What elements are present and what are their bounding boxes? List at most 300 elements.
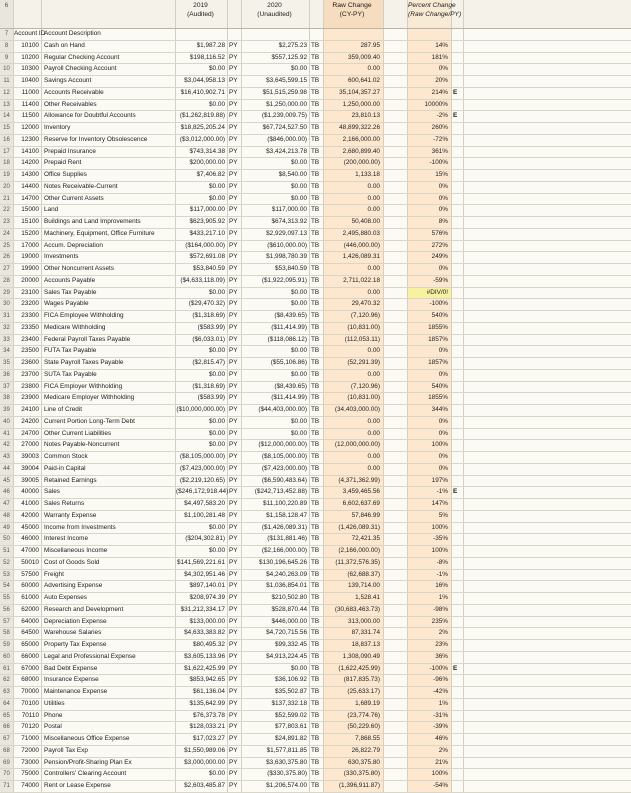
audited-2019-cell[interactable]: $0.00 bbox=[176, 346, 228, 357]
source-flag-cell[interactable]: TB bbox=[310, 170, 324, 181]
source-flag-cell[interactable]: PY bbox=[228, 687, 242, 698]
account-id-cell[interactable]: 10200 bbox=[14, 53, 42, 64]
row-number[interactable]: 50 bbox=[0, 534, 14, 545]
audited-2019-cell[interactable]: ($10,000,000.00) bbox=[176, 405, 228, 416]
row-number[interactable]: 18 bbox=[0, 158, 14, 169]
empty-cell[interactable] bbox=[384, 464, 408, 475]
empty-cell[interactable] bbox=[464, 405, 631, 416]
unaudited-2020-cell[interactable]: $557,125.92 bbox=[242, 53, 310, 64]
percent-change-cell[interactable]: 0% bbox=[408, 370, 452, 381]
row-number[interactable]: 16 bbox=[0, 135, 14, 146]
account-description-cell[interactable]: Research and Development bbox=[42, 605, 176, 616]
percent-change-cell[interactable]: 36% bbox=[408, 652, 452, 663]
raw-change-cell[interactable]: 6,602,637.69 bbox=[324, 499, 384, 510]
unaudited-2020-cell[interactable]: $4,913,224.45 bbox=[242, 652, 310, 663]
account-description-cell[interactable]: Retained Earnings bbox=[42, 476, 176, 487]
empty-cell[interactable] bbox=[384, 393, 408, 404]
empty-cell[interactable] bbox=[384, 687, 408, 698]
source-flag-cell[interactable] bbox=[310, 29, 324, 40]
row-number[interactable]: 44 bbox=[0, 464, 14, 475]
audited-2019-cell[interactable]: $17,023.27 bbox=[176, 734, 228, 745]
account-description-cell[interactable]: Common Stock bbox=[42, 452, 176, 463]
unaudited-2020-cell[interactable]: $0.00 bbox=[242, 417, 310, 428]
unaudited-2020-cell[interactable]: ($2,166,000.00) bbox=[242, 546, 310, 557]
raw-change-cell[interactable]: 2,711,022.18 bbox=[324, 276, 384, 287]
exception-flag-cell[interactable] bbox=[452, 205, 464, 216]
empty-cell[interactable] bbox=[384, 664, 408, 675]
exception-flag-cell[interactable] bbox=[452, 382, 464, 393]
source-flag-cell[interactable]: TB bbox=[310, 288, 324, 299]
row-number[interactable]: 35 bbox=[0, 358, 14, 369]
row-number[interactable]: 57 bbox=[0, 617, 14, 628]
audited-2019-cell[interactable]: $2,603,485.87 bbox=[176, 781, 228, 792]
empty-cell[interactable] bbox=[464, 147, 631, 158]
account-id-cell[interactable]: 39005 bbox=[14, 476, 42, 487]
empty-cell[interactable] bbox=[464, 523, 631, 534]
source-flag-cell[interactable]: TB bbox=[310, 276, 324, 287]
exception-flag-cell[interactable] bbox=[452, 241, 464, 252]
source-flag-cell[interactable]: TB bbox=[310, 734, 324, 745]
row-number[interactable]: 67 bbox=[0, 734, 14, 745]
empty-cell[interactable] bbox=[464, 88, 631, 99]
source-flag-cell[interactable]: TB bbox=[310, 88, 324, 99]
source-flag-cell[interactable]: TB bbox=[310, 758, 324, 769]
percent-change-cell[interactable]: 272% bbox=[408, 241, 452, 252]
percent-change-cell[interactable]: 214% bbox=[408, 88, 452, 99]
empty-cell[interactable] bbox=[464, 53, 631, 64]
audited-2019-cell[interactable]: $0.00 bbox=[176, 523, 228, 534]
row-number[interactable]: 65 bbox=[0, 711, 14, 722]
source-flag-cell[interactable]: PY bbox=[228, 346, 242, 357]
empty-cell[interactable] bbox=[464, 534, 631, 545]
unaudited-2020-cell[interactable]: $53,840.59 bbox=[242, 264, 310, 275]
unaudited-2020-cell[interactable]: $0.00 bbox=[242, 64, 310, 75]
percent-change-cell[interactable]: 361% bbox=[408, 147, 452, 158]
row-number[interactable]: 24 bbox=[0, 229, 14, 240]
raw-change-cell[interactable]: 35,104,357.27 bbox=[324, 88, 384, 99]
exception-flag-cell[interactable] bbox=[452, 252, 464, 263]
exception-flag-cell[interactable] bbox=[452, 429, 464, 440]
empty-cell[interactable] bbox=[384, 100, 408, 111]
account-id-cell[interactable]: 47000 bbox=[14, 546, 42, 557]
raw-change-cell[interactable]: (10,831.00) bbox=[324, 393, 384, 404]
empty-cell[interactable] bbox=[384, 370, 408, 381]
exception-flag-cell[interactable] bbox=[452, 734, 464, 745]
audited-2019-cell[interactable]: $61,136.04 bbox=[176, 687, 228, 698]
account-id-cell[interactable]: 64500 bbox=[14, 628, 42, 639]
empty-cell[interactable] bbox=[384, 699, 408, 710]
empty-cell[interactable] bbox=[384, 53, 408, 64]
percent-change-cell[interactable]: -100% bbox=[408, 299, 452, 310]
account-id-cell[interactable]: 23900 bbox=[14, 393, 42, 404]
row-number[interactable]: 30 bbox=[0, 299, 14, 310]
empty-cell[interactable] bbox=[464, 64, 631, 75]
percent-change-cell[interactable]: -100% bbox=[408, 664, 452, 675]
empty-cell[interactable] bbox=[384, 194, 408, 205]
percent-change-cell[interactable]: -59% bbox=[408, 276, 452, 287]
account-id-cell[interactable]: 72000 bbox=[14, 746, 42, 757]
unaudited-2020-cell[interactable]: $528,870.44 bbox=[242, 605, 310, 616]
exception-flag-cell[interactable] bbox=[452, 711, 464, 722]
percent-change-cell[interactable]: 0% bbox=[408, 464, 452, 475]
raw-change-cell[interactable]: 0.00 bbox=[324, 429, 384, 440]
empty-cell[interactable] bbox=[384, 417, 408, 428]
account-description-cell[interactable]: Allowance for Doubtful Accounts bbox=[42, 111, 176, 122]
row-number[interactable]: 9 bbox=[0, 53, 14, 64]
source-flag-cell[interactable]: TB bbox=[310, 699, 324, 710]
raw-change-cell[interactable]: 2,166,000.00 bbox=[324, 135, 384, 146]
source-flag-cell[interactable]: TB bbox=[310, 252, 324, 263]
source-flag-cell[interactable]: PY bbox=[228, 64, 242, 75]
percent-change-cell[interactable]: 1855% bbox=[408, 323, 452, 334]
source-flag-cell[interactable]: PY bbox=[228, 194, 242, 205]
account-id-cell[interactable]: 42000 bbox=[14, 511, 42, 522]
percent-change-cell[interactable]: -100% bbox=[408, 158, 452, 169]
row-number[interactable]: 45 bbox=[0, 476, 14, 487]
account-description-cell[interactable]: Wages Payable bbox=[42, 299, 176, 310]
account-id-cell[interactable]: 68000 bbox=[14, 675, 42, 686]
percent-change-cell[interactable]: 197% bbox=[408, 476, 452, 487]
exception-flag-cell[interactable] bbox=[452, 358, 464, 369]
exception-flag-cell[interactable] bbox=[452, 640, 464, 651]
audited-2019-cell[interactable]: ($4,633,118.09) bbox=[176, 276, 228, 287]
empty-cell[interactable] bbox=[464, 241, 631, 252]
percent-change-header[interactable] bbox=[408, 0, 462, 28]
source-flag-cell[interactable]: TB bbox=[310, 464, 324, 475]
exception-flag-cell[interactable] bbox=[452, 699, 464, 710]
account-description-cell[interactable]: Current Portion Long-Term Debt bbox=[42, 417, 176, 428]
percent-change-cell[interactable]: -98% bbox=[408, 605, 452, 616]
account-description-cell[interactable]: Medicare Employer Withholding bbox=[42, 393, 176, 404]
account-description-cell[interactable]: FICA Employer Withholding bbox=[42, 382, 176, 393]
raw-change-cell[interactable]: (1,396,911.87) bbox=[324, 781, 384, 792]
empty-cell[interactable] bbox=[384, 593, 408, 604]
account-description-cell[interactable]: Property Tax Expense bbox=[42, 640, 176, 651]
row-number[interactable]: 43 bbox=[0, 452, 14, 463]
source-flag-cell[interactable]: PY bbox=[228, 699, 242, 710]
raw-change-cell[interactable]: 3,459,465.56 bbox=[324, 487, 384, 498]
empty-cell[interactable] bbox=[464, 311, 631, 322]
audited-2019-cell[interactable]: $7,406.82 bbox=[176, 170, 228, 181]
empty-cell[interactable] bbox=[384, 276, 408, 287]
raw-change-cell[interactable]: 18,837.13 bbox=[324, 640, 384, 651]
audited-2019-header[interactable] bbox=[176, 0, 228, 28]
unaudited-2020-cell[interactable]: $67,724,527.50 bbox=[242, 123, 310, 134]
empty-cell[interactable] bbox=[464, 487, 631, 498]
row-number[interactable]: 34 bbox=[0, 346, 14, 357]
percent-change-cell[interactable]: 1% bbox=[408, 699, 452, 710]
empty-cell[interactable] bbox=[384, 558, 408, 569]
account-id-cell[interactable]: 14300 bbox=[14, 170, 42, 181]
account-id-cell[interactable]: 39003 bbox=[14, 452, 42, 463]
source-flag-cell[interactable]: TB bbox=[310, 382, 324, 393]
audited-2019-cell[interactable]: $3,605,133.96 bbox=[176, 652, 228, 663]
empty-cell[interactable] bbox=[384, 534, 408, 545]
account-description-cell[interactable]: Reserve for Inventory Obsolescence bbox=[42, 135, 176, 146]
source-flag-cell[interactable]: TB bbox=[310, 217, 324, 228]
exception-flag-cell[interactable] bbox=[452, 64, 464, 75]
row-number[interactable]: 29 bbox=[0, 288, 14, 299]
empty-cell[interactable] bbox=[384, 487, 408, 498]
unaudited-2020-cell[interactable]: $2,929,097.13 bbox=[242, 229, 310, 240]
account-description-cell[interactable]: Other Current Liabilities bbox=[42, 429, 176, 440]
exception-flag-cell[interactable] bbox=[452, 534, 464, 545]
unaudited-2020-cell[interactable]: $99,332.45 bbox=[242, 640, 310, 651]
unaudited-2020-cell[interactable]: $4,240,263.09 bbox=[242, 570, 310, 581]
raw-change-cell[interactable]: 0.00 bbox=[324, 288, 384, 299]
account-id-cell[interactable]: 66000 bbox=[14, 652, 42, 663]
percent-change-cell[interactable]: 100% bbox=[408, 440, 452, 451]
percent-change-cell[interactable]: 46% bbox=[408, 734, 452, 745]
raw-change-cell[interactable]: (446,000.00) bbox=[324, 241, 384, 252]
row-number[interactable]: 27 bbox=[0, 264, 14, 275]
empty-cell[interactable] bbox=[464, 734, 631, 745]
row-number[interactable]: 31 bbox=[0, 311, 14, 322]
account-id-cell[interactable]: 50010 bbox=[14, 558, 42, 569]
account-id-cell[interactable]: 11400 bbox=[14, 100, 42, 111]
row-number[interactable]: 70 bbox=[0, 769, 14, 780]
source-flag-cell[interactable]: PY bbox=[228, 581, 242, 592]
audited-2019-cell[interactable]: $53,840.59 bbox=[176, 264, 228, 275]
empty-cell[interactable] bbox=[464, 440, 631, 451]
empty-cell[interactable] bbox=[464, 617, 631, 628]
unaudited-2020-cell[interactable]: $1,036,854.01 bbox=[242, 581, 310, 592]
audited-2019-cell[interactable]: ($2,815.47) bbox=[176, 358, 228, 369]
source-flag-cell[interactable]: PY bbox=[228, 487, 242, 498]
audited-2019-cell[interactable]: $198,116.52 bbox=[176, 53, 228, 64]
source-flag-cell[interactable]: TB bbox=[310, 570, 324, 581]
percent-change-cell[interactable]: 15% bbox=[408, 170, 452, 181]
empty-cell[interactable] bbox=[464, 499, 631, 510]
empty-cell[interactable] bbox=[464, 429, 631, 440]
raw-change-cell[interactable]: 72,421.35 bbox=[324, 534, 384, 545]
audited-2019-cell[interactable]: $572,691.08 bbox=[176, 252, 228, 263]
empty-cell[interactable] bbox=[384, 64, 408, 75]
account-description-cell[interactable]: Office Supplies bbox=[42, 170, 176, 181]
percent-change-cell[interactable]: 100% bbox=[408, 523, 452, 534]
source-flag-cell[interactable]: PY bbox=[228, 640, 242, 651]
unaudited-2020-cell[interactable]: $0.00 bbox=[242, 194, 310, 205]
source-flag-cell[interactable]: TB bbox=[310, 487, 324, 498]
empty-cell[interactable] bbox=[464, 217, 631, 228]
percent-change-cell[interactable]: 0% bbox=[408, 264, 452, 275]
audited-2019-cell[interactable]: $128,033.21 bbox=[176, 722, 228, 733]
source-flag-cell[interactable]: TB bbox=[310, 205, 324, 216]
exception-flag-cell[interactable] bbox=[452, 323, 464, 334]
unaudited-2020-cell[interactable]: $36,106.92 bbox=[242, 675, 310, 686]
percent-change-cell[interactable]: -2% bbox=[408, 111, 452, 122]
account-description-cell[interactable]: State Payroll Taxes Payable bbox=[42, 358, 176, 369]
audited-2019-cell[interactable]: $433,217.10 bbox=[176, 229, 228, 240]
row-number[interactable]: 68 bbox=[0, 746, 14, 757]
raw-change-cell[interactable]: 1,689.19 bbox=[324, 699, 384, 710]
audited-2019-cell[interactable]: $1,987.28 bbox=[176, 41, 228, 52]
audited-2019-cell[interactable]: ($583.99) bbox=[176, 323, 228, 334]
exception-flag-cell[interactable] bbox=[452, 476, 464, 487]
account-description-cell[interactable]: FICA Employee Withholding bbox=[42, 311, 176, 322]
audited-2019-cell[interactable]: $1,550,989.06 bbox=[176, 746, 228, 757]
source-flag-cell[interactable]: TB bbox=[310, 769, 324, 780]
source-flag-cell[interactable]: TB bbox=[310, 311, 324, 322]
account-description-cell[interactable]: Controllers' Clearing Account bbox=[42, 769, 176, 780]
row-number[interactable]: 25 bbox=[0, 241, 14, 252]
row-number[interactable]: 58 bbox=[0, 628, 14, 639]
empty-cell[interactable] bbox=[384, 758, 408, 769]
account-id-cell[interactable]: 12000 bbox=[14, 123, 42, 134]
audited-2019-cell[interactable] bbox=[176, 29, 228, 40]
audited-2019-cell[interactable]: $0.00 bbox=[176, 64, 228, 75]
row-number[interactable]: 66 bbox=[0, 722, 14, 733]
source-flag-cell[interactable]: TB bbox=[310, 511, 324, 522]
account-description-cell[interactable]: Sales Tax Payable bbox=[42, 288, 176, 299]
empty-cell[interactable] bbox=[464, 675, 631, 686]
empty-cell[interactable] bbox=[384, 546, 408, 557]
row-number[interactable]: 49 bbox=[0, 523, 14, 534]
empty-cell[interactable] bbox=[464, 393, 631, 404]
account-description-cell[interactable]: Rent or Lease Expense bbox=[42, 781, 176, 792]
audited-2019-cell[interactable]: $853,942.65 bbox=[176, 675, 228, 686]
account-description-cell[interactable]: Investments bbox=[42, 252, 176, 263]
empty-cell[interactable] bbox=[464, 746, 631, 757]
empty-cell[interactable] bbox=[464, 229, 631, 240]
row-number[interactable]: 33 bbox=[0, 335, 14, 346]
row-number[interactable]: 37 bbox=[0, 382, 14, 393]
empty-cell[interactable] bbox=[384, 358, 408, 369]
account-id-cell[interactable]: 73000 bbox=[14, 758, 42, 769]
empty-cell[interactable] bbox=[384, 170, 408, 181]
empty-cell[interactable] bbox=[384, 440, 408, 451]
source-flag-cell[interactable]: PY bbox=[228, 252, 242, 263]
source-flag-cell[interactable]: TB bbox=[310, 640, 324, 651]
empty-cell[interactable] bbox=[384, 288, 408, 299]
source-flag-cell[interactable]: TB bbox=[310, 499, 324, 510]
source-flag-cell[interactable]: TB bbox=[310, 182, 324, 193]
row-number[interactable]: 52 bbox=[0, 558, 14, 569]
account-description-cell[interactable]: Prepaid Rent bbox=[42, 158, 176, 169]
audited-2019-cell[interactable]: $76,373.78 bbox=[176, 711, 228, 722]
raw-change-cell[interactable]: 2,495,880.03 bbox=[324, 229, 384, 240]
empty-cell[interactable] bbox=[384, 405, 408, 416]
audited-2019-cell[interactable]: ($204,302.81) bbox=[176, 534, 228, 545]
percent-change-cell[interactable]: 0% bbox=[408, 64, 452, 75]
exception-flag-cell[interactable] bbox=[452, 299, 464, 310]
unaudited-2020-cell[interactable]: ($1,922,095.91) bbox=[242, 276, 310, 287]
row-number[interactable]: 26 bbox=[0, 252, 14, 263]
unaudited-2020-cell[interactable]: $0.00 bbox=[242, 664, 310, 675]
source-flag-cell[interactable]: TB bbox=[310, 452, 324, 463]
exception-flag-cell[interactable] bbox=[452, 617, 464, 628]
source-flag-cell[interactable]: PY bbox=[228, 523, 242, 534]
source-flag-cell[interactable]: TB bbox=[310, 675, 324, 686]
empty-cell[interactable] bbox=[384, 499, 408, 510]
account-id-cell[interactable]: 23350 bbox=[14, 323, 42, 334]
account-id-cell[interactable]: Account ID bbox=[14, 29, 42, 40]
account-description-cell[interactable]: Miscellaneous Income bbox=[42, 546, 176, 557]
empty-cell[interactable] bbox=[384, 581, 408, 592]
source-flag-cell[interactable]: PY bbox=[228, 464, 242, 475]
unaudited-2020-cell[interactable]: ($8,439.65) bbox=[242, 382, 310, 393]
exception-flag-cell[interactable] bbox=[452, 605, 464, 616]
account-id-cell[interactable]: 15100 bbox=[14, 217, 42, 228]
row-number[interactable]: 38 bbox=[0, 393, 14, 404]
empty-cell[interactable] bbox=[384, 299, 408, 310]
account-id-cell[interactable]: 11500 bbox=[14, 111, 42, 122]
row-number[interactable]: 10 bbox=[0, 64, 14, 75]
account-id-cell[interactable]: 67000 bbox=[14, 664, 42, 675]
source-flag-cell[interactable]: TB bbox=[310, 534, 324, 545]
exception-flag-cell[interactable] bbox=[452, 158, 464, 169]
account-description-cell[interactable]: SUTA Tax Payable bbox=[42, 370, 176, 381]
source-flag-cell[interactable]: PY bbox=[228, 76, 242, 87]
empty-cell[interactable] bbox=[464, 170, 631, 181]
row-number[interactable]: 63 bbox=[0, 687, 14, 698]
empty-cell[interactable] bbox=[464, 100, 631, 111]
unaudited-2020-cell[interactable]: $35,502.87 bbox=[242, 687, 310, 698]
percent-change-cell[interactable]: 0% bbox=[408, 205, 452, 216]
account-id-cell[interactable]: 46000 bbox=[14, 534, 42, 545]
unaudited-2020-cell[interactable]: ($118,086.12) bbox=[242, 335, 310, 346]
empty-cell[interactable] bbox=[464, 135, 631, 146]
audited-2019-cell[interactable]: $897,140.01 bbox=[176, 581, 228, 592]
percent-change-cell[interactable]: #DIV/0! bbox=[408, 288, 452, 299]
percent-change-cell[interactable]: 540% bbox=[408, 311, 452, 322]
source-flag-cell[interactable]: TB bbox=[310, 147, 324, 158]
empty-cell[interactable] bbox=[464, 605, 631, 616]
audited-2019-cell[interactable]: $3,044,958.13 bbox=[176, 76, 228, 87]
percent-change-cell[interactable]: 0% bbox=[408, 429, 452, 440]
empty-cell[interactable] bbox=[464, 182, 631, 193]
empty-cell[interactable] bbox=[384, 769, 408, 780]
empty-cell[interactable] bbox=[464, 699, 631, 710]
audited-2019-cell[interactable]: $0.00 bbox=[176, 769, 228, 780]
audited-2019-cell[interactable]: ($583.99) bbox=[176, 393, 228, 404]
empty-cell[interactable] bbox=[384, 452, 408, 463]
raw-change-cell[interactable]: (2,166,000.00) bbox=[324, 546, 384, 557]
exception-flag-cell[interactable] bbox=[452, 746, 464, 757]
account-description-cell[interactable]: Payroll Checking Account bbox=[42, 64, 176, 75]
source-flag-cell[interactable]: PY bbox=[228, 570, 242, 581]
source-flag-cell[interactable]: PY bbox=[228, 111, 242, 122]
row-number[interactable]: 39 bbox=[0, 405, 14, 416]
raw-change-cell[interactable]: (10,831.00) bbox=[324, 323, 384, 334]
empty-cell[interactable] bbox=[384, 182, 408, 193]
unaudited-2020-cell[interactable]: ($131,881.46) bbox=[242, 534, 310, 545]
empty-cell[interactable] bbox=[464, 205, 631, 216]
source-flag-cell[interactable]: TB bbox=[310, 405, 324, 416]
source-flag-cell[interactable]: PY bbox=[228, 335, 242, 346]
empty-cell[interactable] bbox=[384, 88, 408, 99]
percent-change-cell[interactable]: -1% bbox=[408, 487, 452, 498]
account-description-cell[interactable]: Pension/Profit-Sharing Plan Ex bbox=[42, 758, 176, 769]
account-description-cell[interactable]: Interest Income bbox=[42, 534, 176, 545]
account-description-cell[interactable]: Account Description bbox=[42, 29, 176, 40]
percent-change-cell[interactable]: -39% bbox=[408, 722, 452, 733]
empty-cell[interactable] bbox=[384, 511, 408, 522]
exception-flag-cell[interactable] bbox=[452, 170, 464, 181]
percent-change-cell[interactable]: 16% bbox=[408, 581, 452, 592]
empty-cell[interactable] bbox=[464, 288, 631, 299]
row-number[interactable]: 55 bbox=[0, 593, 14, 604]
raw-change-cell[interactable]: 313,000.00 bbox=[324, 617, 384, 628]
source-flag-cell[interactable]: PY bbox=[228, 558, 242, 569]
source-flag-cell[interactable]: PY bbox=[228, 100, 242, 111]
row-number[interactable]: 62 bbox=[0, 675, 14, 686]
exception-flag-cell[interactable] bbox=[452, 288, 464, 299]
source-flag-cell[interactable]: TB bbox=[310, 76, 324, 87]
account-id-cell[interactable]: 41000 bbox=[14, 499, 42, 510]
exception-flag-cell[interactable] bbox=[452, 452, 464, 463]
exception-flag-cell[interactable] bbox=[452, 570, 464, 581]
